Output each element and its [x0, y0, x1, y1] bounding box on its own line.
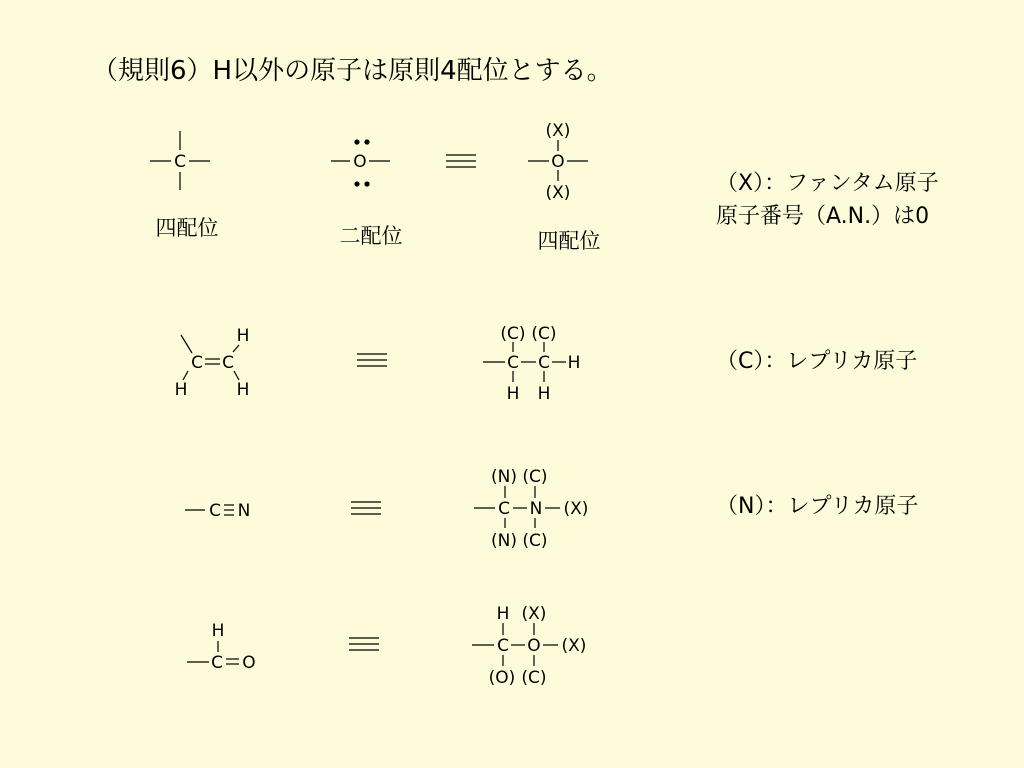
atomic-number-note: 原子番号（A.N.）は0	[716, 204, 930, 229]
nitrile-n: N	[237, 501, 251, 521]
equivalence-symbol-2	[357, 354, 387, 366]
expanded-c1: C	[507, 353, 519, 373]
slide-title: （規則6）H以外の原子は原則4配位とする。	[92, 56, 613, 86]
replica-c-bottom-aldehyde: (C)	[521, 668, 547, 688]
oxygen-atom: O	[353, 152, 367, 172]
replica-n-top: (N)	[491, 467, 517, 487]
carbon-coordination-label: 四配位	[155, 216, 219, 240]
aldehyde-c: C	[211, 653, 223, 673]
aldehyde-o: O	[242, 653, 256, 673]
ethylene-h-bottom-left: H	[174, 380, 188, 400]
expanded-aldehyde-c: C	[497, 636, 509, 656]
phantom-atom-note: （X）：ファンタム原子	[716, 171, 939, 196]
phantom-atom-bottom: (X)	[545, 183, 571, 203]
oxygen-coordination-label: 二配位	[339, 224, 403, 248]
expanded-coordination-label: 四配位	[537, 229, 601, 253]
expanded-nitrile-c: C	[498, 499, 510, 519]
replica-c-bottom: (C)	[522, 531, 548, 551]
ethylene-c1: C	[191, 353, 203, 373]
phantom-atom-nitrile: (X)	[563, 499, 589, 519]
expanded-aldehyde-o: O	[527, 636, 541, 656]
equivalence-symbol-1	[446, 155, 476, 167]
aldehyde-h: H	[211, 621, 225, 641]
ethylene-c2: C	[222, 353, 234, 373]
replica-c-note: （C）：レプリカ原子	[716, 349, 918, 374]
expanded-h-bottom-2: H	[537, 384, 551, 404]
lone-pair-top-left	[354, 139, 359, 144]
replica-o-bottom: (O)	[488, 668, 516, 688]
ethylene-h-top-right: H	[236, 326, 250, 346]
replica-c-top-1: (C)	[500, 324, 526, 344]
ethylene-expanded	[483, 342, 566, 382]
expanded-h-bottom-1: H	[506, 384, 520, 404]
expanded-aldehyde-h: H	[496, 604, 510, 624]
nitrile-expanded	[474, 486, 560, 528]
phantom-atom-aldehyde-top: (X)	[521, 604, 547, 624]
nitrile-c: C	[209, 501, 221, 521]
carbon-atom: C	[174, 152, 186, 172]
expanded-nitrile-n: N	[529, 499, 543, 519]
lone-pair-bottom-left	[354, 181, 359, 186]
replica-n-bottom: (N)	[491, 531, 517, 551]
replica-c-top: (C)	[522, 467, 548, 487]
expanded-c2: C	[538, 353, 550, 373]
replica-c-top-2: (C)	[531, 324, 557, 344]
ethylene-h-bottom-right: H	[236, 380, 250, 400]
oxygen-expanded-atom: O	[551, 152, 565, 172]
phantom-atom-aldehyde-right: (X)	[561, 636, 587, 656]
phantom-atom-top: (X)	[545, 121, 571, 141]
lone-pair-top-right	[364, 139, 369, 144]
aldehyde-expanded	[472, 623, 558, 666]
equivalence-symbol-3	[351, 502, 381, 514]
lone-pair-bottom-right	[364, 181, 369, 186]
equivalence-symbol-4	[349, 638, 379, 650]
replica-n-note: （N）：レプリカ原子	[716, 494, 919, 519]
expanded-h-end: H	[567, 353, 581, 373]
